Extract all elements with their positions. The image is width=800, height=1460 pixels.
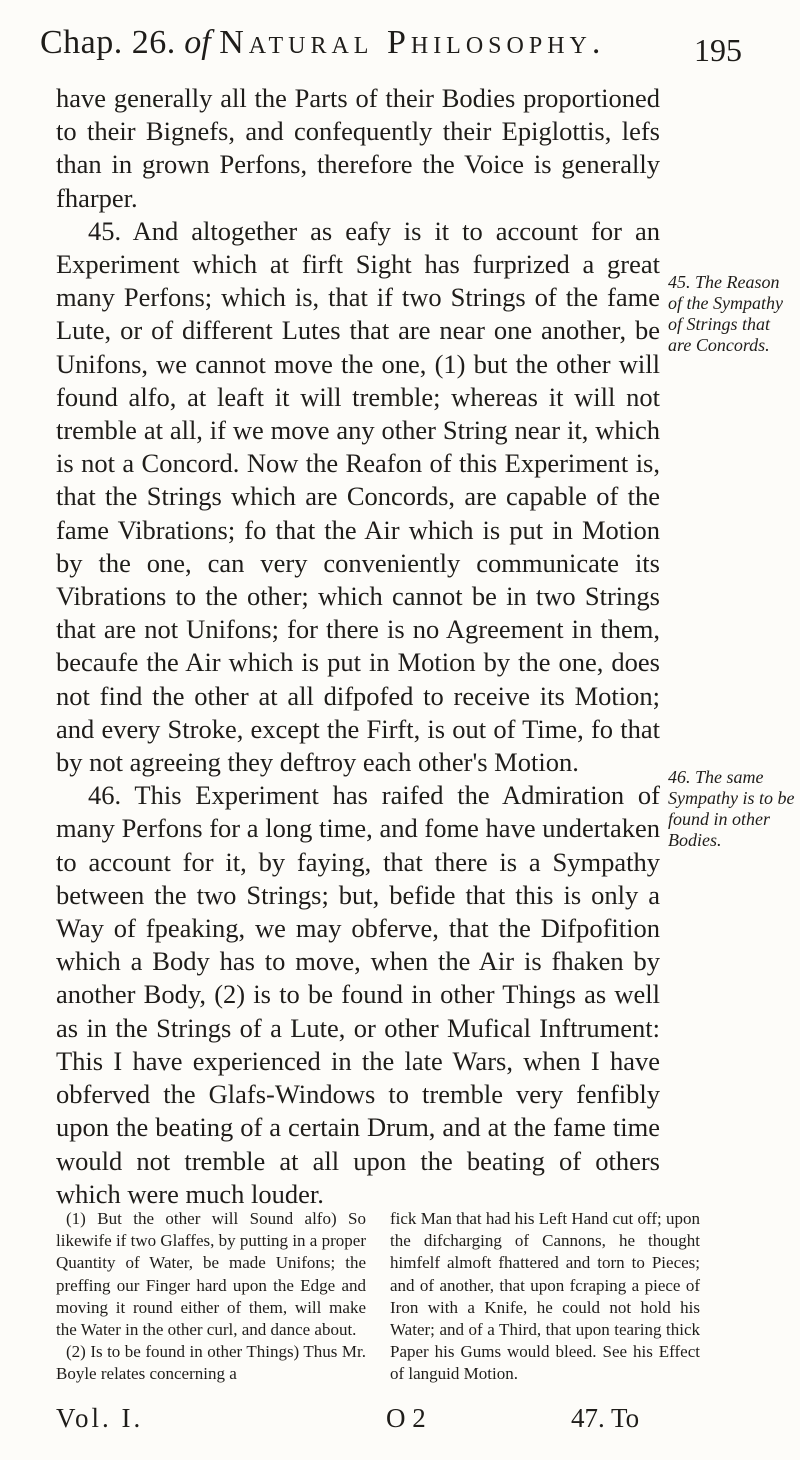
running-head <box>40 18 720 68</box>
body-paragraph-46: 46. This Experiment has raifed the Admiration of many Perfons for a long time, and fome have undertaken to account for it, by faying, that there is a Sympathy between the two Strings; but, befide that this is only a Way of fpeaking, we may obferve, that the Difpofition which a Body has to move, when the Air is fhaken by another Body, (2) is to be found in other Things as well as in the Strings of a Lute, or other Mufical Inftrument: This I have experienced in the late Wars, when I have obferved the Glafs-Windows to tremble very fenfibly upon the beating of a certain Drum, and at the fame time would not tremble at all upon the beating of others which were much louder. <box>56 780 660 1209</box>
footnote-1: (1) But the other will Sound alfo) So likewife if two Glaffes, by putting in a proper Quantity of Water, be made Unifons; the preffing our Finger hard upon the Edge and moving it round either of them, will make the Water in the other curl, and dance about. <box>56 1209 366 1340</box>
body-paragraph-45: 45. And altogether as eafy is it to account for an Experiment which at firft Sight has furprized a great many Perfons; which is, that if two Strings of the fame Lute, or of different Lutes that are near one another, be Unifons, we cannot move the one, (1) but the other will found alfo, at leaft it will tremble; whereas it will not tremble at all, if we move any other String near it, which is not a Concord. Now the Reafon of this Experiment is, that the Strings which are Concords, are capable of the fame Vibrations; fo that the Air which is put in Motion by the one, can very conveniently communicate its Vibrations to the other; which cannot be in two Strings that are not Unifons; for there is no Agreement in them, becaufe the Air which is put in Motion by the one, does not find the other at all difpofed to receive its Motion; and every Stroke, except the Firft, is out of Time, fo that by not agreeing they deftroy each other's Motion. <box>56 215 660 778</box>
margin-note-45: 45. The Reason of the Sympathy of Strings that are Concords. <box>668 272 783 355</box>
footnote-column-left <box>56 1208 366 1386</box>
running-head-of: of <box>184 24 211 61</box>
footnote-2: (2) Is to be found in other Things) Thus Mr. Boyle relates concerning a <box>56 1342 366 1384</box>
body-paragraph-continued: have generally all the Parts of their Bodies proportioned to their Bignefs, and confequently their Epiglottis, lefs than in grown Perfons, therefore the Voice is generally fharper. <box>56 83 660 213</box>
catchword: 47. To <box>571 1403 640 1433</box>
footnote-column-right <box>390 1208 700 1386</box>
footnote-2-continued: fick Man that had his Left Hand cut off; upon the difcharging of Cannons, he thought himfelf almoft fhattered and torn to Pieces; and of another, that upon fcraping a piece of Iron with a Knife, he could not hold his Water; and of a Third, that upon tearing thick Paper his Gums would bleed. See his Effect of languid Motion. <box>390 1209 700 1384</box>
page-number: 195 <box>694 32 742 68</box>
running-head-title: Natural Philosophy. <box>219 24 606 61</box>
body-text <box>56 82 660 1211</box>
volume-label: Vol. I. <box>56 1403 144 1433</box>
chapter-label: Chap. 26. <box>40 24 176 61</box>
signature-mark: O 2 <box>386 1403 426 1433</box>
signature-line <box>56 1398 696 1438</box>
margin-note-46: 46. The same Sympathy is to be found in other Bodies. <box>668 767 795 850</box>
